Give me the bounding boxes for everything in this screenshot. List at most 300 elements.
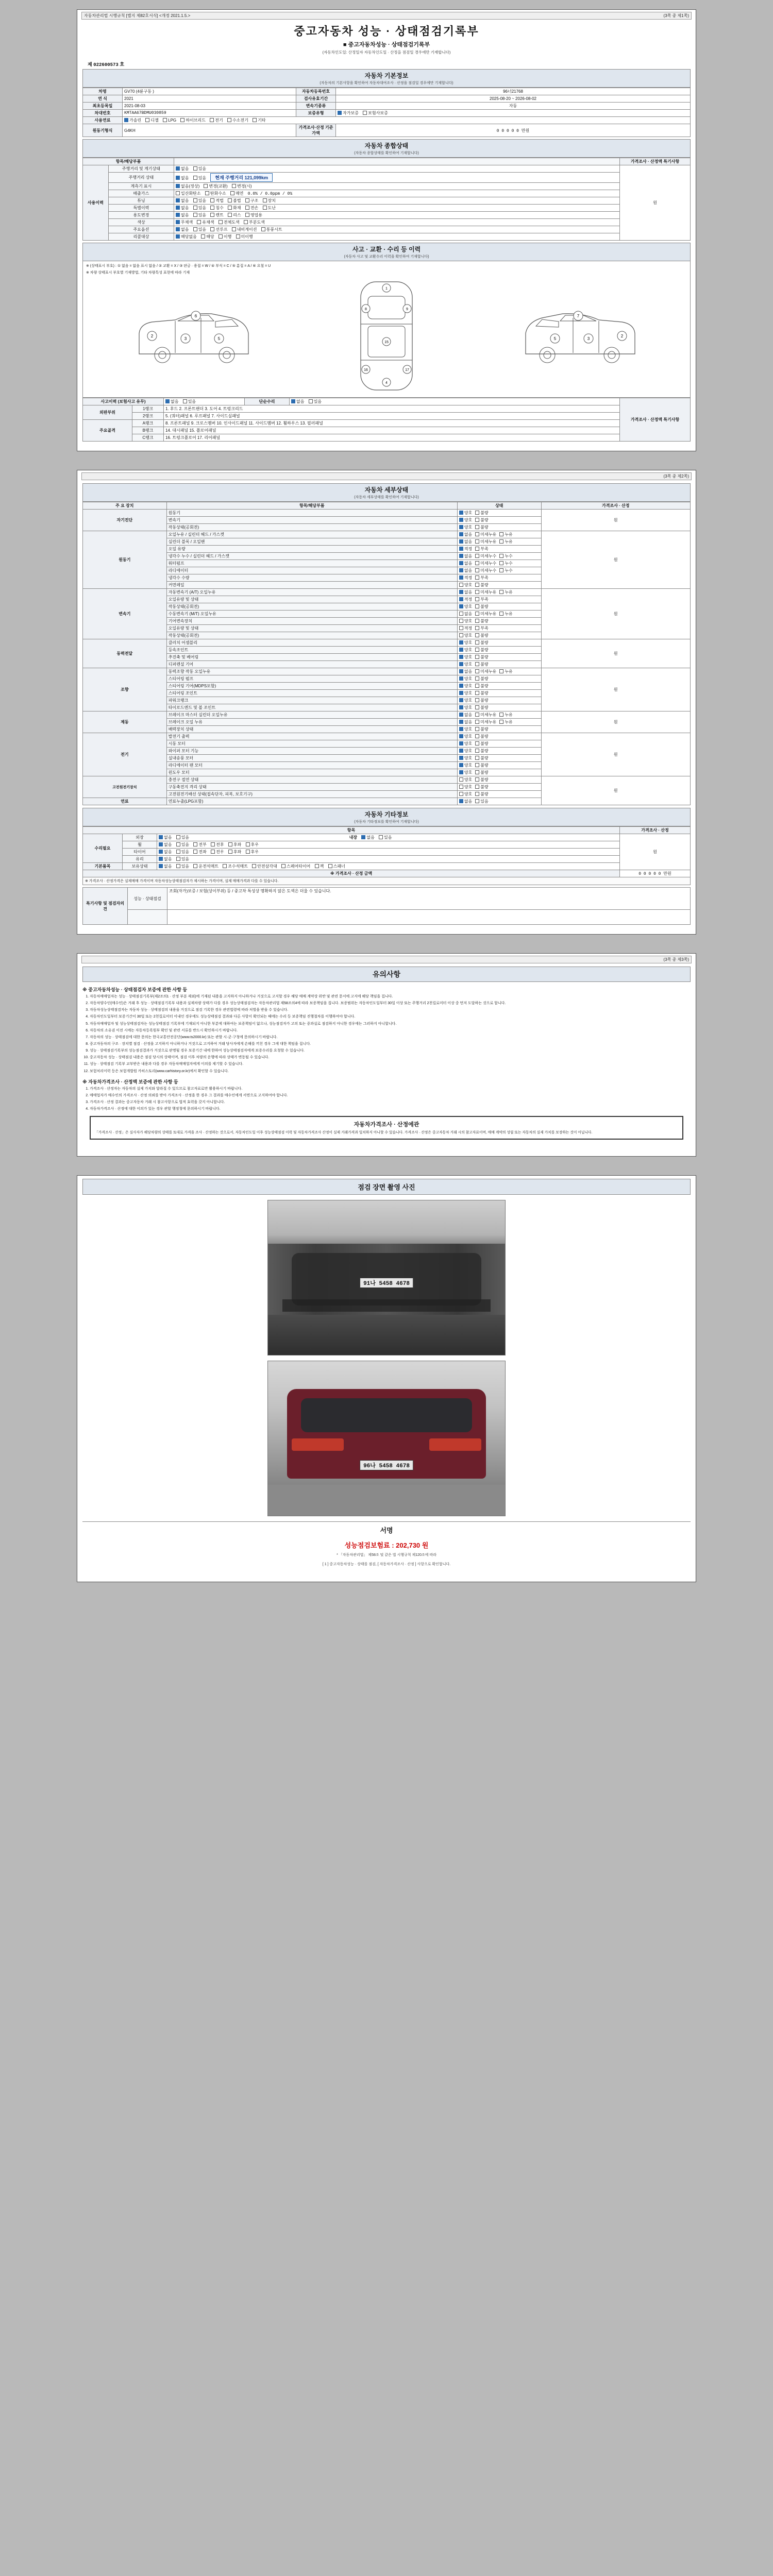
item-label: 냉각수 누수 / 실린더 헤드 / 가스켓: [166, 553, 457, 560]
item-state: [457, 748, 541, 755]
opt-yes[interactable]: 있음: [309, 399, 322, 404]
table-row: [83, 589, 691, 596]
svg-text:5: 5: [553, 336, 557, 341]
table-row: [83, 639, 691, 647]
opt-1[interactable]: 불량: [475, 705, 488, 710]
opt-1[interactable]: 미세누수: [475, 568, 496, 573]
table-row: [83, 434, 691, 442]
opt-0[interactable]: 양호: [459, 683, 472, 689]
opt-none[interactable]: 없음: [165, 399, 178, 404]
value-inspection-period: 2025-08-20 ~ 2026-08-02: [336, 95, 691, 103]
opt-yes[interactable]: 있음: [193, 175, 206, 181]
col-main: 주 요 장치: [83, 502, 167, 510]
opt-none[interactable]: 없음: [159, 849, 172, 855]
opt-1[interactable]: 불량: [475, 604, 488, 609]
opt-0[interactable]: 양호: [459, 604, 472, 609]
group-fuel: 연료: [83, 798, 167, 805]
opt-0[interactable]: 양호: [459, 654, 472, 660]
sub-3[interactable]: 도난: [263, 205, 276, 211]
opt-1[interactable]: 부족: [475, 597, 488, 602]
sub-0[interactable]: 적법: [210, 198, 223, 204]
opt-0[interactable]: 없음: [459, 561, 472, 566]
price-band-value: 0 0 0 0 0 만원: [620, 870, 691, 877]
opt-yes[interactable]: 있음: [193, 212, 206, 218]
opt-1[interactable]: 불량: [475, 741, 488, 747]
opt-1[interactable]: 미세누유: [475, 669, 496, 674]
opt-2[interactable]: 변경(시): [232, 183, 252, 189]
other-col-note: 가격조사 · 산정: [620, 827, 691, 834]
basic-info-title: 자동차 기본정보: [364, 72, 409, 79]
sub-3[interactable]: 후우: [246, 849, 259, 855]
opt-1[interactable]: 불량: [475, 662, 488, 667]
overall-note: (자동차 종합상태를 확인하여 기재합니다): [354, 151, 419, 155]
label-inspection-period: 검사유효기간: [296, 95, 336, 103]
fuel-opt-6[interactable]: 기타: [253, 117, 265, 123]
sheet-3-wrap: [0, 944, 773, 1166]
opt-0[interactable]: 양호: [459, 791, 472, 797]
opt-2[interactable]: 누수: [499, 561, 512, 566]
opt-0[interactable]: 적정: [459, 625, 472, 631]
sub-0[interactable]: 선루프: [210, 227, 227, 232]
value-carname: GV70 (4륜구동 ): [123, 88, 296, 95]
opt-1[interactable]: 불량: [475, 784, 488, 790]
col-item: 항목/해당부품: [166, 502, 457, 510]
group-note: 원: [541, 589, 690, 639]
sub-2[interactable]: 구조: [245, 198, 258, 204]
item-label: 워터펌프: [166, 560, 457, 567]
sub-3[interactable]: 후우: [246, 842, 259, 848]
opt-0[interactable]: 양호: [459, 748, 472, 754]
opt-yes[interactable]: 있음: [183, 399, 196, 404]
table-row: [83, 205, 691, 212]
opt-1[interactable]: 불량: [475, 734, 488, 739]
table-row: [83, 420, 691, 427]
label-year: 연 식: [83, 95, 123, 103]
opt-1[interactable]: 불량: [475, 647, 488, 653]
opt-1[interactable]: 변경(교환): [204, 183, 227, 189]
opt-0[interactable]: 없음(정상): [176, 183, 199, 189]
row-value-usechange: [174, 212, 620, 219]
opt-1[interactable]: 불량: [475, 683, 488, 689]
sheet-2: [77, 470, 696, 935]
basic-info-table: [82, 88, 691, 137]
basic-info-note: (자동차의 기본사항을 확인하여 자동차대여조사 · 산정을 점검일 경우에만 기재합니다): [320, 81, 453, 85]
other-table: [82, 826, 691, 877]
rank-text: 14. 대시패널 15. 플로어패널: [164, 427, 620, 434]
opt-2[interactable]: 누유: [499, 589, 512, 595]
item-label: 추진축 및 베어링: [166, 654, 457, 661]
sub-0[interactable]: 전부: [193, 842, 206, 848]
page-indicator-2: (3쪽 중 제2쪽): [663, 474, 689, 479]
svg-text:2: 2: [620, 334, 624, 338]
col-state: 상태: [457, 502, 541, 510]
list-item: 4. 자동차가격조사 · 산정에 대한 이의가 있는 경우 관할 행정청에 문의하시기 바랍니다.: [90, 1107, 691, 1112]
label-first-reg: 최초등록일: [83, 103, 123, 110]
opt-none[interactable]: 없음: [176, 212, 189, 218]
opt-1[interactable]: 미세누유: [475, 719, 496, 725]
opt-1[interactable]: 부족: [475, 625, 488, 631]
car-top-view-icon: [345, 277, 428, 395]
sub-2[interactable]: 안전삼각대: [252, 863, 277, 869]
warranty-opt-1[interactable]: 보험사보증: [363, 110, 388, 116]
opt-0[interactable]: 양호: [459, 633, 472, 638]
fuel-opt-1[interactable]: 디젤: [145, 117, 158, 123]
opt-yes[interactable]: 있음: [193, 227, 206, 232]
fuel-opt-2[interactable]: LPG: [163, 118, 176, 123]
table-row: [83, 413, 691, 420]
list-item: 8. 중고자동차의 구조 · 장치별 점검 · 산정을 고지하지 아니하거나 거짓으로 고지하여 거래 당사자에게 손해를 끼친 경우 그에 대한 책임을 집니다.: [90, 1042, 691, 1047]
warranty-opt-0[interactable]: 자가보증: [338, 110, 359, 116]
opt-1[interactable]: 미세누유: [475, 589, 496, 595]
item-label: 구동축전지 격리 상태: [166, 784, 457, 791]
opt-2[interactable]: 누유: [499, 712, 512, 718]
opt-0[interactable]: 없음: [459, 799, 472, 804]
opt-1[interactable]: 미세누유: [475, 712, 496, 718]
item-state: [457, 538, 541, 546]
accident-left-value: [164, 398, 245, 405]
group-electric: 전기: [83, 733, 167, 776]
opt-good[interactable]: 양호: [459, 524, 472, 530]
item-label: 배력장치 상태: [166, 726, 457, 733]
item-label: 자동변속기 (A/T) 오일누유: [166, 589, 457, 596]
opt-1[interactable]: 미세누유: [475, 539, 496, 545]
item-label: 작동상태(공회전): [166, 603, 457, 611]
item-state: [457, 755, 541, 762]
opt-2[interactable]: 누유: [499, 611, 512, 617]
sub-3[interactable]: 스페어타이어: [281, 863, 310, 869]
opt-good[interactable]: 양호: [459, 510, 472, 516]
opt-bad[interactable]: 불량: [475, 524, 488, 530]
sub-1[interactable]: 화재: [228, 205, 241, 211]
opt-0[interactable]: 해당없음: [176, 234, 197, 240]
table-header-row: [83, 502, 691, 510]
opt-1[interactable]: 유채색: [197, 219, 214, 225]
opt-0[interactable]: 양호: [459, 618, 472, 624]
item-label: 파워크랭크: [166, 697, 457, 704]
opt-none[interactable]: 없음: [176, 227, 189, 232]
opt-none[interactable]: 없음: [159, 842, 172, 848]
sub-1[interactable]: 내비게이션: [232, 227, 257, 232]
item-label: 와이퍼 모터 기능: [166, 748, 457, 755]
opt-1[interactable]: 불량: [475, 777, 488, 783]
sub-1[interactable]: 부분도색: [244, 219, 265, 225]
odometer-box: [210, 173, 273, 182]
item-state: [457, 791, 541, 798]
opt-none[interactable]: 없음: [176, 166, 189, 172]
table-row: [83, 219, 691, 226]
opt-0[interactable]: 양호: [459, 662, 472, 667]
item-label: 시동 모터: [166, 740, 457, 748]
opt-1[interactable]: 미세누유: [475, 532, 496, 537]
opt-0[interactable]: 양호: [459, 690, 472, 696]
rank-label: 1랭크: [132, 405, 163, 413]
label-transmission: 변속기종류: [296, 103, 336, 110]
opt-smoke[interactable]: 매연: [230, 191, 243, 196]
col-note: 가격조사 · 산정: [541, 502, 690, 510]
group-self-diag: 자기진단: [83, 510, 167, 531]
label-plate: 자동차등록번호: [296, 88, 336, 95]
table-row: [83, 888, 691, 910]
opt-0[interactable]: 없음: [459, 532, 472, 537]
opt-0[interactable]: 양호: [459, 582, 472, 588]
rank-label: 2랭크: [132, 413, 163, 420]
sub-2[interactable]: 전손: [245, 205, 258, 211]
opt-1[interactable]: 해당: [201, 234, 214, 240]
opt-none[interactable]: 없음: [291, 399, 304, 404]
value-fuel-group: [123, 117, 691, 124]
item-state: [457, 639, 541, 647]
svg-text:8: 8: [365, 308, 367, 311]
sub-2[interactable]: 후좌: [228, 849, 241, 855]
opt-none[interactable]: 없음: [176, 198, 189, 204]
item-state: [457, 733, 541, 740]
opt-0[interactable]: 없음: [459, 589, 472, 595]
other-band: [82, 808, 691, 826]
opt-1[interactable]: 불량: [475, 755, 488, 761]
opt-2[interactable]: 누유: [499, 532, 512, 537]
opt-bad[interactable]: 불량: [475, 510, 488, 516]
other-note: (자동차 기타정보를 확인하여 기재합니다): [354, 820, 419, 824]
opt-0[interactable]: 양호: [459, 726, 472, 732]
item-state: [457, 697, 541, 704]
opt-1[interactable]: 미세누유: [475, 611, 496, 617]
item-state: [457, 632, 541, 639]
sub-4[interactable]: 잭: [315, 863, 324, 869]
opt-yes[interactable]: 있음: [176, 842, 189, 848]
label-carname: 차명: [83, 88, 123, 95]
opt-0[interactable]: 없음: [459, 669, 472, 674]
opt-1[interactable]: 불량: [475, 582, 488, 588]
fuel-opt-0[interactable]: 가솔린: [124, 117, 141, 123]
value-year: 2021: [123, 95, 296, 103]
row-value-basic: [157, 863, 620, 870]
sub-0[interactable]: 전좌: [193, 849, 206, 855]
fuel-opt-5[interactable]: 수소전기: [227, 117, 248, 123]
accident-mid-label: 단순수리: [245, 398, 290, 405]
table-row: [83, 668, 691, 675]
sub-0[interactable]: 이행: [219, 234, 231, 240]
row-value-recall: [174, 233, 620, 241]
fee-label: 성능점검보험료 :: [344, 1541, 394, 1550]
other-cat-basic: 기본품목: [83, 863, 123, 870]
opt-none[interactable]: 없음: [159, 835, 172, 840]
sub-1[interactable]: 불법: [228, 198, 241, 204]
opt-0[interactable]: 양호: [459, 755, 472, 761]
opt-1[interactable]: 불량: [475, 690, 488, 696]
opt-none-interior[interactable]: 없음: [361, 835, 374, 840]
opt-0[interactable]: 양호: [459, 777, 472, 783]
sub-1[interactable]: 미이행: [236, 234, 253, 240]
opt-0[interactable]: 양호: [459, 640, 472, 646]
opt-yes[interactable]: 있음: [176, 849, 189, 855]
opt-2[interactable]: 누수: [499, 553, 512, 559]
row-label-basic: 보유상태: [123, 863, 157, 870]
opt-1[interactable]: 불량: [475, 726, 488, 732]
opt-1[interactable]: 미세누수: [475, 561, 496, 566]
sheet-4: [77, 1175, 696, 1582]
table-row: [83, 849, 691, 856]
opt-1[interactable]: 불량: [475, 698, 488, 703]
notice-heading-2: ※ 자동차가격조사 · 산정액 보증에 관한 사항 등: [82, 1079, 178, 1084]
svg-text:9: 9: [406, 308, 408, 311]
opt-yes[interactable]: 있음: [176, 863, 189, 869]
opt-yes-interior[interactable]: 있음: [379, 835, 392, 840]
opt-0[interactable]: 적정: [459, 597, 472, 602]
sub-1[interactable]: 전우: [211, 849, 224, 855]
table-row: [83, 776, 691, 784]
opt-0[interactable]: 양호: [459, 762, 472, 768]
opt-0[interactable]: 없음: [459, 539, 472, 545]
opt-0[interactable]: 무채색: [176, 219, 193, 225]
docno-value: 022600573: [93, 62, 119, 67]
opt-0[interactable]: 양호: [459, 741, 472, 747]
value-base-price: 0 0 0 0 0 만원: [336, 124, 691, 137]
label-warranty: 보증유형: [296, 110, 336, 117]
special-sub-label: 성능 · 상태점검: [128, 888, 167, 910]
sub-0[interactable]: 침수: [210, 205, 223, 211]
rank-text: 5. (쿼터)패널 6. 루프패널 7. 사이드실패널: [164, 413, 620, 420]
item-label: 스티어링 조인트: [166, 690, 457, 697]
list-item: 11. 성능 · 상태점검 기록부 교부받은 내용과 다를 경우 자동차매매업자에게 이의를 제기할 수 있습니다.: [90, 1062, 691, 1067]
list-item: 1. 가격조사 · 산정자는 자동차의 실제 가치와 달라질 수 있으므로 참고자료로만 활용하시기 바랍니다.: [90, 1087, 691, 1092]
opt-yes[interactable]: 있음: [176, 835, 189, 840]
opt-0[interactable]: 양호: [459, 784, 472, 790]
opt-1[interactable]: 불량: [475, 633, 488, 638]
item-label: 스티어링 펌프: [166, 675, 457, 683]
overall-cat-usehistory: 사용이력: [83, 165, 109, 241]
opt-0[interactable]: 양호: [459, 770, 472, 775]
opt-0[interactable]: 없음: [459, 611, 472, 617]
opt-hc[interactable]: 탄화수소: [205, 191, 226, 196]
sub-1[interactable]: 전후: [211, 842, 224, 848]
opt-1[interactable]: 불량: [475, 770, 488, 775]
accident-left-label: 사고이력 (보험사고 유무): [83, 398, 164, 405]
opt-0[interactable]: 양호: [459, 705, 472, 710]
footnote-1: * 「자동차관리법」 제58조 및 같은 법 시행규칙 제120조에 따라: [337, 1553, 436, 1557]
row-label-glass: 유리: [123, 856, 157, 863]
diagram-guide-2: ※ 차량 상태표시 부호별 기재방법, 기타 차량특성 표현에 따라 기재: [86, 271, 190, 275]
price-band-label: ※ 가격조사 · 산정 금액: [83, 870, 620, 877]
item-label: 발전기 출력: [166, 733, 457, 740]
sub-1[interactable]: 조수석매트: [223, 863, 248, 869]
opt-yes[interactable]: 있음: [193, 198, 206, 204]
opt-0[interactable]: 양호: [459, 647, 472, 653]
row-value-special: [174, 205, 620, 212]
opt-none[interactable]: 없음: [159, 856, 172, 862]
sub-2[interactable]: 영업용: [245, 212, 262, 218]
sub-2[interactable]: 통풍시트: [261, 227, 282, 232]
detail-band: [82, 483, 691, 502]
opt-none[interactable]: 없음: [176, 205, 189, 211]
sub-2[interactable]: 후좌: [228, 842, 241, 848]
guarantee-box: [90, 1116, 683, 1140]
opt-yes[interactable]: 있음: [193, 205, 206, 211]
opt-2[interactable]: 누유: [499, 719, 512, 725]
accident-cat-outer: 외판부위: [83, 405, 132, 420]
opt-1[interactable]: 불량: [475, 654, 488, 660]
overall-table: [82, 158, 691, 241]
opt-1[interactable]: 불량: [475, 762, 488, 768]
opt-1[interactable]: 불량: [475, 791, 488, 797]
opt-2[interactable]: 누유: [499, 539, 512, 545]
opt-0[interactable]: 양호: [459, 676, 472, 682]
form-reference-3: [84, 957, 85, 962]
rank-text: 8. 프론트패널 9. 크로스멤버 10. 인사이드패널 11. 사이드멤버 12. 휠하우스 13. 필러패널: [164, 420, 620, 427]
table-row: [83, 124, 691, 137]
opt-1[interactable]: 불량: [475, 618, 488, 624]
table-row: [83, 226, 691, 233]
item-state: [457, 596, 541, 603]
opt-none[interactable]: 없음: [176, 175, 189, 181]
opt-0[interactable]: 양호: [459, 734, 472, 739]
opt-yes[interactable]: 있음: [176, 856, 189, 862]
opt-1[interactable]: 불량: [475, 676, 488, 682]
other-cat-repair: 수리필요: [83, 834, 123, 863]
opt-bad[interactable]: 불량: [475, 517, 488, 523]
opt-2[interactable]: 누유: [499, 669, 512, 674]
sub-5[interactable]: 스패너: [328, 863, 345, 869]
opt-1[interactable]: 있음: [475, 799, 488, 804]
sub-0[interactable]: 운전석매트: [193, 863, 219, 869]
list-item: 3. 가격조사 · 산정 결과는 중고자동차 거래 시 참고사항으로 법적 효력을 갖지 아니합니다.: [90, 1100, 691, 1105]
sheet-4-wrap: [0, 1166, 773, 1591]
opt-2[interactable]: 누수: [499, 568, 512, 573]
row-label-meter: 계측기 표시: [108, 183, 174, 190]
opt-co[interactable]: 일산화탄소: [176, 191, 201, 196]
sub-3[interactable]: 장치: [263, 198, 276, 204]
opt-0[interactable]: 적정: [459, 546, 472, 552]
item-state: [457, 517, 541, 524]
sub-1[interactable]: 리스: [228, 212, 241, 218]
table-row: [83, 103, 691, 110]
opt-1[interactable]: 부족: [475, 546, 488, 552]
table-row: [83, 841, 691, 849]
detail-table: [82, 502, 691, 805]
svg-text:17: 17: [405, 368, 409, 372]
opt-good[interactable]: 양호: [459, 517, 472, 523]
fuel-opt-4[interactable]: 전기: [210, 117, 223, 123]
table-row: [83, 117, 691, 124]
opt-1[interactable]: 불량: [475, 748, 488, 754]
opt-0[interactable]: 없음: [459, 719, 472, 725]
opt-0[interactable]: 없음: [459, 553, 472, 559]
fuel-opt-3[interactable]: 하이브리드: [180, 117, 206, 123]
opt-1[interactable]: 미세누수: [475, 553, 496, 559]
item-state: [457, 711, 541, 719]
sub-0[interactable]: 렌트: [210, 212, 223, 218]
special-label: 특기사항 및 점검자의견: [83, 888, 128, 925]
opt-0[interactable]: 없음: [459, 712, 472, 718]
item-label: 클러치 어셈블리: [166, 639, 457, 647]
opt-yes[interactable]: 있음: [193, 166, 206, 172]
accident-mid-value: [290, 398, 620, 405]
car-figures: [85, 277, 688, 395]
opt-0[interactable]: 양호: [459, 698, 472, 703]
sub-0[interactable]: 전체도색: [219, 219, 240, 225]
group-powertrain: 동력전달: [83, 639, 167, 668]
opt-1[interactable]: 불량: [475, 640, 488, 646]
overall-col-mid: [174, 158, 620, 165]
table-row: [83, 863, 691, 870]
item-label: 등속조인트: [166, 647, 457, 654]
opt-0[interactable]: 없음: [459, 568, 472, 573]
sheet2-topbar: [81, 472, 692, 480]
opt-none[interactable]: 없음: [159, 863, 172, 869]
opt-0[interactable]: 적정: [459, 575, 472, 581]
page-indicator-3: (3쪽 중 제3쪽): [663, 957, 689, 962]
row-label-special: 특별이력: [108, 205, 174, 212]
opt-1[interactable]: 부족: [475, 575, 488, 581]
